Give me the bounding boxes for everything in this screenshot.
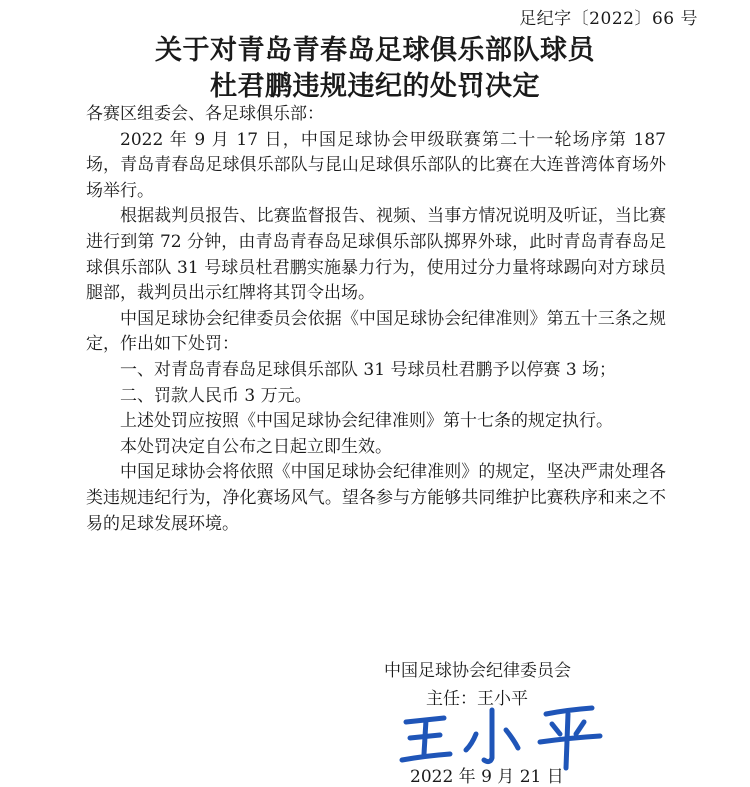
paragraph-match-info: 2022 年 9 月 17 日，中国足球协会甲级联赛第二十一轮场序第 187 场，青岛青春岛足球俱乐部队与昆山足球俱乐部队的比赛在大连普湾体育场外场举行。: [86, 129, 666, 201]
document-body: [86, 102, 666, 537]
signing-date: 2022 年 9 月 21 日: [410, 767, 564, 787]
paragraph-incident: 根据裁判员报告、比赛监督报告、视频、当事方情况说明及听证，当比赛进行到第 72 分钟，由青岛青春岛足球俱乐部队掷界外球，此时青岛青春岛足球俱乐部队 31 号球员杜君鹏实施暴力行为，使用过分力量将球踢向对方球员腿部，裁判员出示红牌将其罚令出场。: [86, 206, 666, 304]
salutation: 各赛区组委会、各足球俱乐部：: [86, 104, 324, 124]
signing-chair: 主任：王小平: [426, 689, 528, 709]
paragraph-closing: 中国足球协会将依照《中国足球协会纪律准则》的规定，坚决严肃处理各类违规违纪行为，净化赛场风气。望各参与方能够共同维护比赛秩序和来之不易的足球发展环境。: [86, 462, 666, 534]
paragraph-execution: 上述处罚应按照《中国足球协会纪律准则》第十七条的规定执行。: [120, 411, 613, 432]
paragraph-penalty-suspension: 一、对青岛青春岛足球俱乐部队 31 号球员杜君鹏予以停赛 3 场；: [120, 359, 617, 380]
paragraph-basis: 中国足球协会纪律委员会依据《中国足球协会纪律准则》第五十三条之规定，作出如下处罚：: [86, 308, 666, 355]
paragraph-effective: 本处罚决定自公布之日起立即生效。: [120, 436, 392, 457]
signing-organization: 中国足球协会纪律委员会: [384, 661, 571, 681]
paragraph-penalty-fine: 二、罚款人民币 3 万元。: [120, 385, 312, 406]
document-title-line-2: 杜君鹏违规违纪的处罚决定: [210, 71, 540, 102]
document-number: 足纪字〔2022〕66 号: [519, 9, 698, 29]
document-title-line-1: 关于对青岛青春岛足球俱乐部队球员: [155, 35, 595, 66]
